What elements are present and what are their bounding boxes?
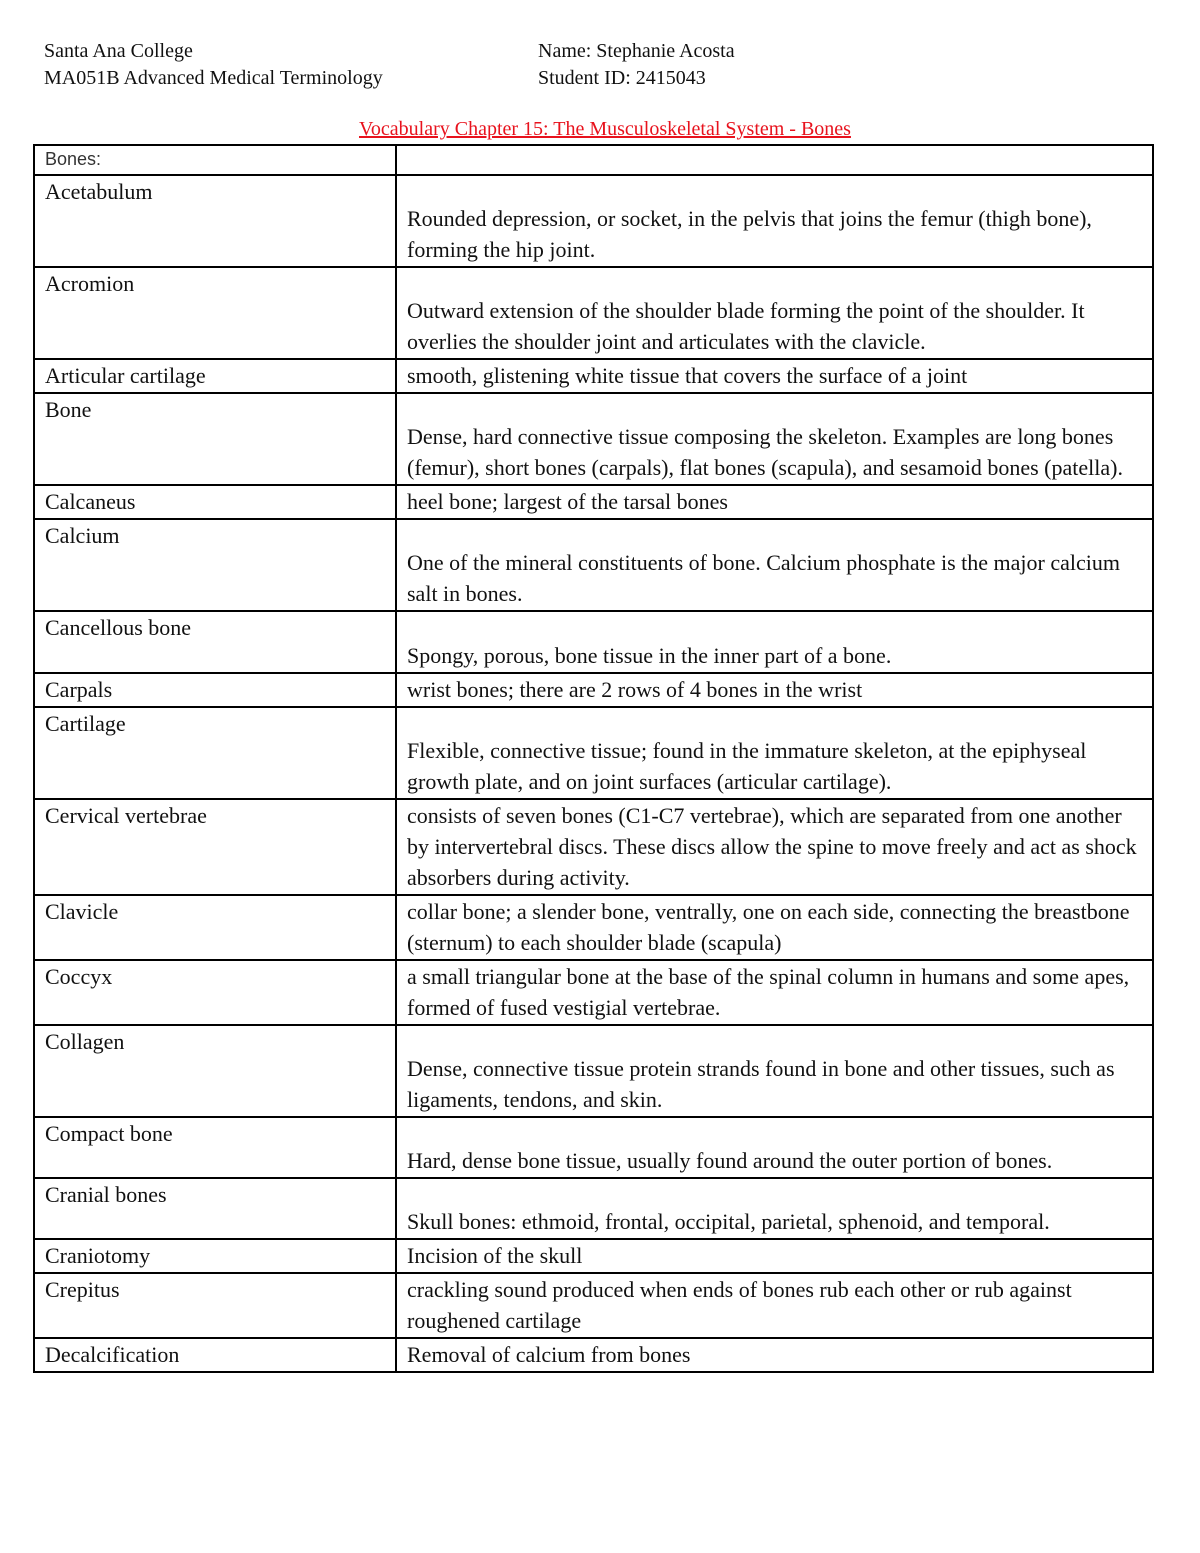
term-cell: Craniotomy: [34, 1239, 396, 1273]
term-cell: Crepitus: [34, 1273, 396, 1338]
school-name: Santa Ana College: [44, 40, 193, 62]
student-id: Student ID: 2415043: [538, 67, 706, 89]
table-row: [34, 519, 1153, 611]
term-cell: Calcium: [34, 519, 396, 611]
definition-cell: consists of seven bones (C1-C7 vertebrae), which are separated from one another by intervertebral discs. These discs allow the spine to move freely and act as shock absorbers during activity.: [396, 799, 1153, 895]
table-row: [34, 707, 1153, 799]
term-cell: Articular cartilage: [34, 359, 396, 393]
table-row: [34, 175, 1153, 267]
term-cell: Acromion: [34, 267, 396, 359]
table-row: [34, 1338, 1153, 1372]
table-header-empty: [396, 145, 1153, 175]
term-cell: Cranial bones: [34, 1178, 396, 1239]
definition-text: One of the mineral constituents of bone. Calcium phosphate is the major calcium salt in bones.: [407, 550, 1120, 606]
definition-text: Outward extension of the shoulder blade forming the point of the shoulder. It overlies the shoulder joint and articulates with the clavicle.: [407, 298, 1085, 354]
definition-cell: crackling sound produced when ends of bones rub each other or rub against roughened cartilage: [396, 1273, 1153, 1338]
definition-cell: wrist bones; there are 2 rows of 4 bones in the wrist: [396, 673, 1153, 707]
term-cell: Cartilage: [34, 707, 396, 799]
term-cell: Calcaneus: [34, 485, 396, 519]
definition-cell: [396, 1025, 1153, 1117]
term-cell: Acetabulum: [34, 175, 396, 267]
table-row: [34, 393, 1153, 485]
definition-text: Skull bones: ethmoid, frontal, occipital, parietal, sphenoid, and temporal.: [407, 1209, 1050, 1234]
definition-cell: Incision of the skull: [396, 1239, 1153, 1273]
table-row: [34, 799, 1153, 895]
vocabulary-table: [33, 144, 1154, 1373]
definition-text: Spongy, porous, bone tissue in the inner part of a bone.: [407, 643, 892, 668]
definition-cell: [396, 519, 1153, 611]
table-row: [34, 895, 1153, 960]
term-cell: Carpals: [34, 673, 396, 707]
definition-cell: smooth, glistening white tissue that covers the surface of a joint: [396, 359, 1153, 393]
definition-cell: Removal of calcium from bones: [396, 1338, 1153, 1372]
definition-cell: [396, 267, 1153, 359]
table-row: [34, 267, 1153, 359]
definition-cell: heel bone; largest of the tarsal bones: [396, 485, 1153, 519]
table-header-row: [34, 145, 1153, 175]
definition-text: Hard, dense bone tissue, usually found around the outer portion of bones.: [407, 1148, 1053, 1173]
definition-cell: [396, 611, 1153, 673]
definition-text: Rounded depression, or socket, in the pelvis that joins the femur (thigh bone), forming the hip joint.: [407, 206, 1092, 262]
table-header-label: Bones:: [34, 145, 396, 175]
table-row: [34, 359, 1153, 393]
term-cell: Cancellous bone: [34, 611, 396, 673]
definition-text: Flexible, connective tissue; found in the immature skeleton, at the epiphyseal growth plate, and on joint surfaces (articular cartilage).: [407, 738, 1087, 794]
table-row: [34, 960, 1153, 1025]
table-row: [34, 611, 1153, 673]
definition-text: Dense, connective tissue protein strands found in bone and other tissues, such as ligaments, tendons, and skin.: [407, 1056, 1115, 1112]
table-row: [34, 1178, 1153, 1239]
header-right: [538, 38, 735, 92]
course-name: MA051B Advanced Medical Terminology: [44, 67, 383, 89]
definition-cell: [396, 393, 1153, 485]
page-title: Vocabulary Chapter 15: The Musculoskeletal System - Bones: [359, 118, 851, 140]
table-row: [34, 485, 1153, 519]
header-left: [44, 38, 383, 92]
table-row: [34, 1117, 1153, 1178]
term-cell: Decalcification: [34, 1338, 396, 1372]
term-cell: Collagen: [34, 1025, 396, 1117]
term-cell: Bone: [34, 393, 396, 485]
definition-cell: [396, 707, 1153, 799]
definition-cell: collar bone; a slender bone, ventrally, one on each side, connecting the breastbone (sternum) to each shoulder blade (scapula): [396, 895, 1153, 960]
term-cell: Coccyx: [34, 960, 396, 1025]
definition-text: Dense, hard connective tissue composing the skeleton. Examples are long bones (femur), short bones (carpals), flat bones (scapula), and sesamoid bones (patella).: [407, 424, 1123, 480]
term-cell: Cervical vertebrae: [34, 799, 396, 895]
table-row: [34, 673, 1153, 707]
definition-cell: [396, 175, 1153, 267]
table-row: [34, 1239, 1153, 1273]
definition-cell: [396, 1178, 1153, 1239]
student-name: Name: Stephanie Acosta: [538, 40, 735, 62]
table-row: [34, 1273, 1153, 1338]
term-cell: Clavicle: [34, 895, 396, 960]
definition-cell: a small triangular bone at the base of the spinal column in humans and some apes, formed of fused vestigial vertebrae.: [396, 960, 1153, 1025]
definition-cell: [396, 1117, 1153, 1178]
term-cell: Compact bone: [34, 1117, 396, 1178]
table-row: [34, 1025, 1153, 1117]
